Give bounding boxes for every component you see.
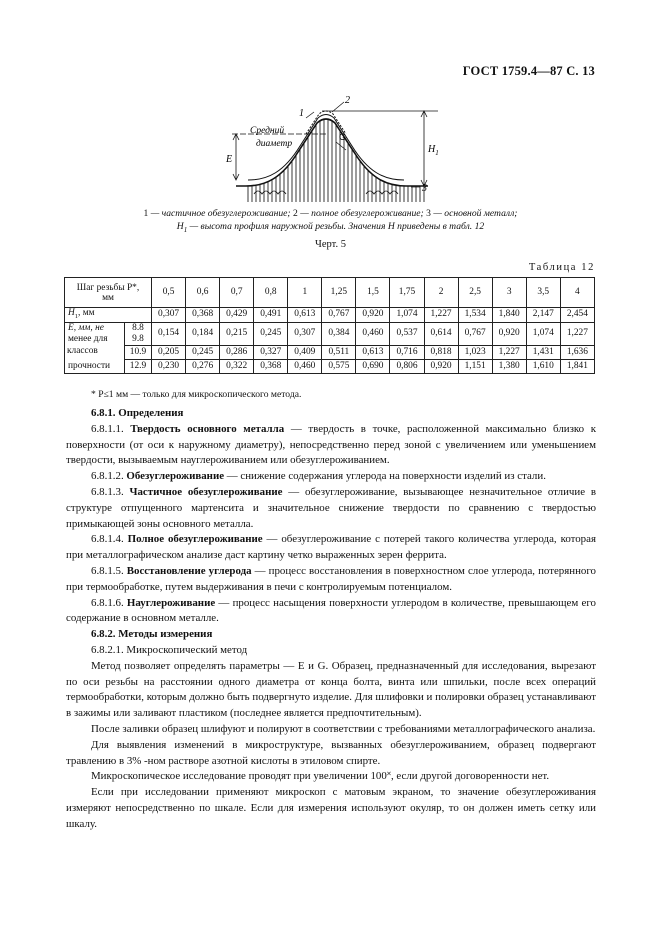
table-footnote: * P≤1 мм — только для микроскопического метода. [91,389,302,400]
section-heading: 6.8.2. Методы измерения [91,628,213,641]
pitch-cell: 4 [560,278,594,308]
e-cell: 0,205 [152,345,186,359]
e-cell: 0,215 [220,322,254,345]
e-cell: 0,806 [390,359,424,373]
paragraph: После заливки образец шлифуют и полируют в соответствии с требованиями металлографического анализа. [91,722,596,735]
table-title: Таблица 12 [528,262,595,273]
paragraph: 6.8.1.5. Восстановление углерода — процесс восстановления в поверхностном слое углерода, потерянного при термообработке, путем выдерживания в печи с контролируемым потенциалом. [66,564,596,593]
thread-profile-figure [206,90,446,202]
e-label-bottom: прочности [65,359,125,373]
e-cell: 0,920 [424,359,458,373]
e-cell: 0,460 [288,359,322,373]
figure-label-2: 2 [345,95,350,106]
figure-label-3: 3 [422,183,427,194]
section-heading: 6.8.1. Определения [91,407,184,419]
subsection-heading: 6.8.2.1. Микроскопический метод [91,643,248,656]
pitch-cell: 0,5 [152,278,186,308]
e-cell: 0,511 [322,345,356,359]
table-row-e-129 [65,359,595,373]
e-cell: 0,154 [152,322,186,345]
e-cell: 0,245 [254,322,288,345]
e-cell: 0,690 [356,359,390,373]
class-cell: 12.9 [125,359,152,373]
paragraph: 6.8.1.2. Обезуглероживание — снижение содержания углерода на поверхности изделий из стали. [91,470,546,483]
e-cell: 0,276 [186,359,220,373]
paragraph: Микроскопическое исследование проводят при увеличении 100˟, если другой договоренности нет. [91,770,550,783]
e-cell: 1,227 [492,345,526,359]
table-row-e-109 [65,345,595,359]
pitch-cell: 0,8 [254,278,288,308]
paragraph: Метод позволяет определять параметры — E и G. Образец, предназначенный для исследования, вырезают по оси резьбы на расстоянии одного диаметра от конца болта, винта или шпильки, после всех операций термообработки, которым должно быть подвергнуто изделие. Для шлифовки и полировки образец устанавливают в зажимы или заливают пластиком (последнее является предпочтительным). [66,659,596,720]
figure-label-1: 1 [299,108,304,119]
h1-cell: 0,429 [220,308,254,323]
pitch-header: Шаг резьбы P*, мм [65,278,152,308]
e-cell: 0,384 [322,322,356,345]
pitch-cell: 3 [492,278,526,308]
e-cell: 1,074 [526,322,560,345]
h1-cell: 1,227 [424,308,458,323]
e-cell: 0,716 [390,345,424,359]
e-cell: 0,368 [254,359,288,373]
e-cell: 1,227 [560,322,594,345]
pitch-cell: 1,5 [356,278,390,308]
e-cell: 0,767 [458,322,492,345]
table-header-row [65,278,595,308]
paragraph: Если при исследовании применяют микроскоп с матовым экраном, то значение обезуглероживания измеряют непосредственно по шкале. Если для измерения используют окуляр, то он должен иметь сетку или шкалу. [66,786,596,830]
pitch-cell: 0,6 [186,278,220,308]
e-cell: 0,230 [152,359,186,373]
paragraph: 6.8.1.1. Твердость основного металла — твердость в точке, расположенной максимально близко к поверхности (от оси к наружному диаметру), непосредственно перед зоной с увеличением или уменьшением твердости, вызываемым науглероживанием или обезуглероживанием. [66,422,596,467]
h1-cell: 0,368 [186,308,220,323]
class-cell: 10.9 [125,345,152,359]
h1-cell: 2,454 [560,308,594,323]
page-header: ГОСТ 1759.4—87 С. 13 [462,64,595,78]
pitch-cell: 1,25 [322,278,356,308]
paragraph: 6.8.1.6. Науглероживание — процесс насыщения поверхности углеродом в количестве, превышающем его содержание в основном металле. [66,596,596,625]
h1-cell: 1,840 [492,308,526,323]
figure-number: Черт. 5 [315,239,346,250]
figure-label-g: G [339,132,347,142]
mean-diameter-label-2: диаметр [256,139,293,149]
pitch-cell: 2 [424,278,458,308]
h1-cell: 0,491 [254,308,288,323]
e-cell: 0,286 [220,345,254,359]
e-cell: 0,327 [254,345,288,359]
e-cell: 0,307 [288,322,322,345]
pitch-cell: 1,75 [390,278,424,308]
h1-cell: 0,767 [322,308,356,323]
e-cell: 1,023 [458,345,492,359]
paragraph: 6.8.1.4. Полное обезуглероживание — обезуглероживание с потерей такого количества углерода, которая при металлографическом анализе даст картину четко выраженных зерен феррита. [66,533,596,562]
table-12 [64,277,595,374]
e-cell: 0,613 [356,345,390,359]
h1-cell: 0,307 [152,308,186,323]
e-label-top: E, мм, не менее для [65,322,125,359]
table-row-h1 [65,308,595,323]
e-cell: 0,409 [288,345,322,359]
table-row-e-88-98 [65,322,595,345]
figure-label-h1: $H_1$ [428,144,439,157]
pitch-cell: 1 [288,278,322,308]
e-cell: 0,460 [356,322,390,345]
e-cell: 1,610 [526,359,560,373]
e-cell: 0,322 [220,359,254,373]
h1-label: $H_1$, мм [65,308,152,323]
h1-cell: 0,920 [356,308,390,323]
e-label-classes: классов [67,346,98,356]
e-cell: 1,431 [526,345,560,359]
paragraph: 6.8.1.3. Частичное обезуглероживание — обезуглероживание, вызывающее незначительное отличие в структуре отпущенного мартенсита и значительное снижение твердости по сравнению с твердостью примыкающей зоны основного металла. [66,485,596,530]
e-cell: 0,614 [424,322,458,345]
h1-cell: 1,534 [458,308,492,323]
mean-diameter-label-1: Средний [250,126,285,136]
h1-cell: 2,147 [526,308,560,323]
e-cell: 0,537 [390,322,424,345]
e-cell: 1,636 [560,345,594,359]
figure-caption: 1 — частичное обезуглероживание; 2 — полное обезуглероживание; 3 — основной металл; $H_1$ — высота профиля наружной резьбы. Значения H приведены в табл. 12 [143,208,518,234]
pitch-cell: 0,7 [220,278,254,308]
h1-cell: 0,613 [288,308,322,323]
e-cell: 0,818 [424,345,458,359]
e-cell: 1,380 [492,359,526,373]
pitch-cell: 3,5 [526,278,560,308]
paragraph: Для выявления изменений в микроструктуре, вызванных обезуглероживанием, образец подвергают травлению в 3% -ном растворе азотной кислоты в этиловом спирте. [66,738,596,767]
h1-cell: 1,074 [390,308,424,323]
e-cell: 0,245 [186,345,220,359]
pitch-cell: 2,5 [458,278,492,308]
e-cell: 0,184 [186,322,220,345]
e-cell: 1,841 [560,359,594,373]
e-cell: 0,575 [322,359,356,373]
document-body [66,406,596,833]
class-cell: 8.8 9.8 [125,322,152,345]
e-cell: 1,151 [458,359,492,373]
figure-label-e: E [226,154,233,165]
e-cell: 0,920 [492,322,526,345]
